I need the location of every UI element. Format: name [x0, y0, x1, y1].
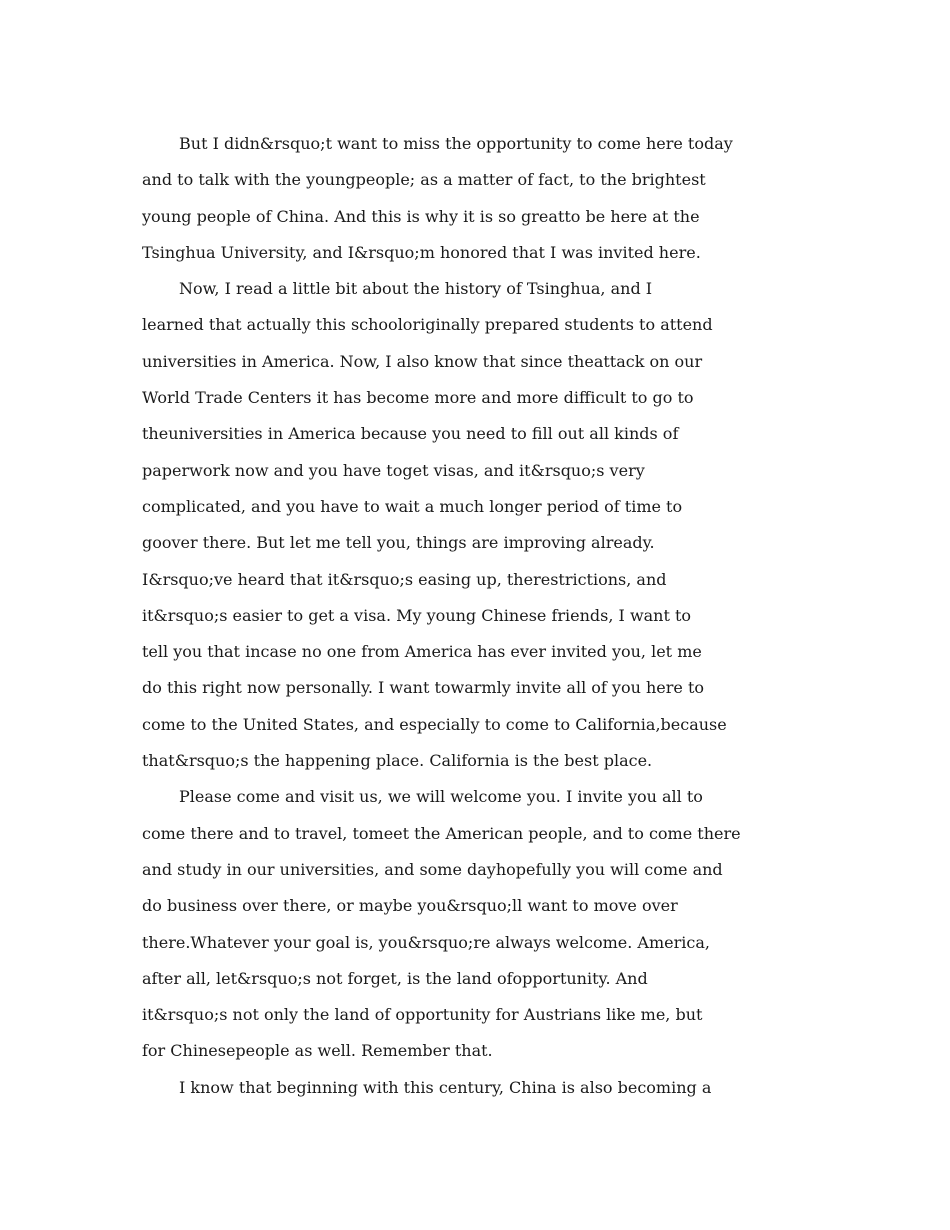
- paragraph-1: [142, 126, 810, 271]
- paragraph-4: [142, 1070, 810, 1106]
- text-line: do this right now personally. I want towarmly invite all of you here to: [142, 678, 705, 698]
- text-line: for Chinesepeople as well. Remember that.: [142, 1041, 493, 1061]
- text-line: Please come and visit us, we will welcome you. I invite you all to: [179, 787, 703, 807]
- text-line: theuniversities in America because you need to fill out all kinds of: [142, 424, 679, 444]
- text-line: after all, let&rsquo;s not forget, is the land ofopportunity. And: [142, 968, 648, 988]
- text-line: young people of China. And this is why it is so greatto be here at the: [142, 206, 700, 226]
- text-line: goover there. But let me tell you, things are improving already.: [142, 533, 655, 553]
- text-line: come to the United States, and especially to come to California,because: [142, 714, 727, 734]
- text-line: tell you that incase no one from America has ever invited you, let me: [142, 642, 702, 662]
- text-line: do business over there, or maybe you&rsquo;ll want to move over: [142, 896, 678, 916]
- text-line: come there and to travel, tomeet the American people, and to come there: [142, 823, 741, 843]
- text-line: Tsinghua University, and I&rsquo;m honored that I was invited here.: [142, 242, 701, 262]
- text-line: World Trade Centers it has become more and more difficult to go to: [142, 388, 694, 408]
- text-line: it&rsquo;s easier to get a visa. My young Chinese friends, I want to: [142, 605, 692, 625]
- text-line: there.Whatever your goal is, you&rsquo;re always welcome. America,: [142, 932, 710, 952]
- text-line: I&rsquo;ve heard that it&rsquo;s easing up, therestrictions, and: [142, 569, 667, 589]
- text-line: Now, I read a little bit about the history of Tsinghua, and I: [179, 279, 653, 299]
- text-line: I know that beginning with this century, China is also becoming a: [179, 1077, 712, 1097]
- text-line: that&rsquo;s the happening place. California is the best place.: [142, 751, 653, 771]
- paragraph-3: [142, 779, 810, 1069]
- text-line: it&rsquo;s not only the land of opportunity for Austrians like me, but: [142, 1005, 703, 1025]
- text-line: universities in America. Now, I also know that since theattack on our: [142, 351, 703, 371]
- text-line: and to talk with the youngpeople; as a matter of fact, to the brightest: [142, 170, 706, 190]
- text-line: paperwork now and you have toget visas, and it&rsquo;s very: [142, 460, 645, 480]
- paragraph-2: [142, 271, 810, 779]
- text-line: and study in our universities, and some dayhopefully you will come and: [142, 859, 723, 879]
- text-line: learned that actually this schooloriginally prepared students to attend: [142, 315, 713, 335]
- speech-text: [142, 126, 810, 1106]
- text-line: complicated, and you have to wait a much longer period of time to: [142, 496, 683, 516]
- text-line: But I didn&rsquo;t want to miss the opportunity to come here today: [179, 134, 733, 153]
